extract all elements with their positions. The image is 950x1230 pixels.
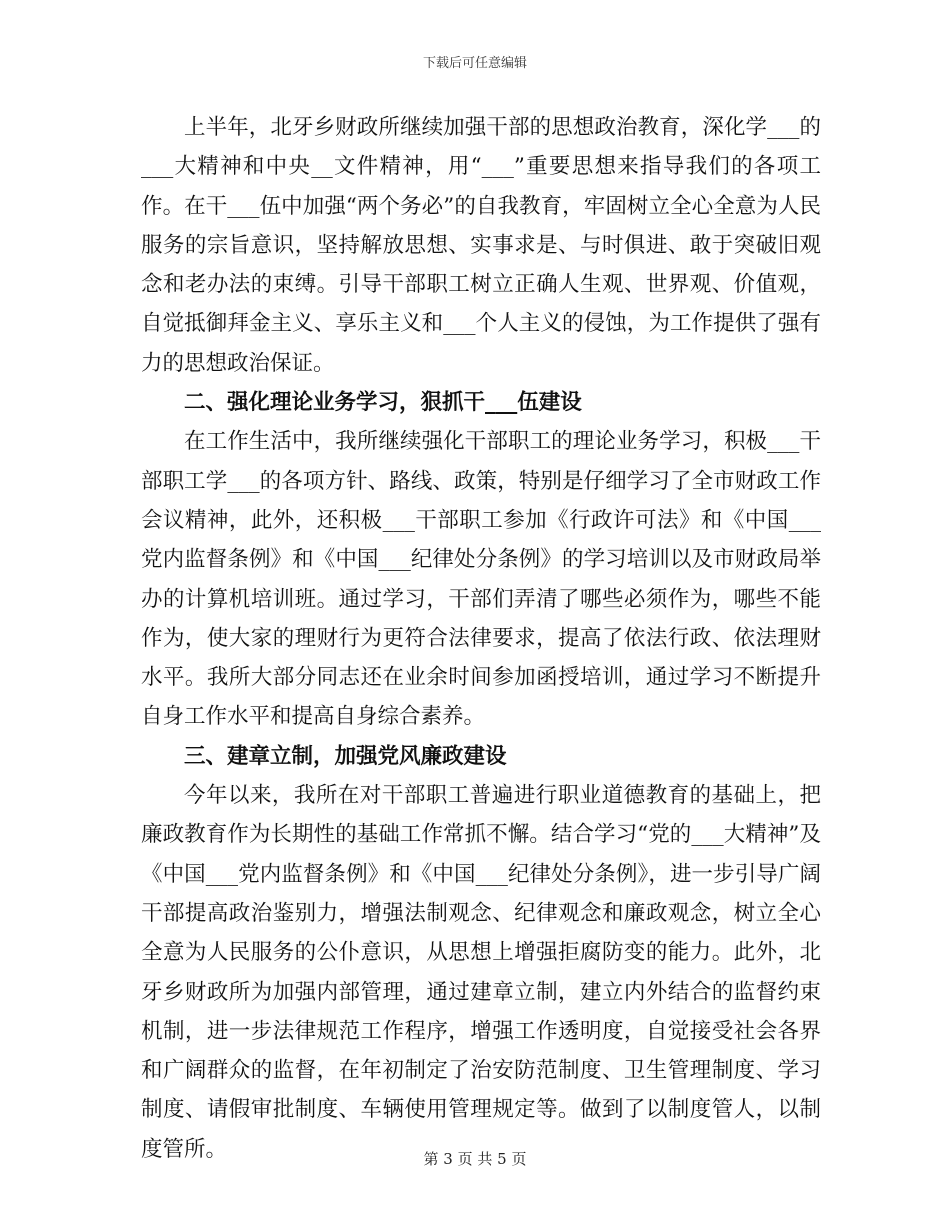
section-heading-theory-study: 二、强化理论业务学习，狠抓干___伍建设: [184, 390, 582, 416]
paragraph-integrity-building: 今年以来，我所在对干部职工普遍进行职业道德教育的基础上，把廉政教育作为长期性的基础工作常抓不懈。结合学习“党的___大精神”及《中国___党内监督条例》和《中国___纪律处分条例》，进一步引导广阔干部提高政治鉴别力，增强法制观念、纪律观念和廉政观念，树立全心全意为人民服务的公仆意识，从思想上增强拒腐防变的能力。此外，北牙乡财政所为加强内部管理，通过建章立制，建立内外结合的监督约束机制，进一步法律规范工作程序，增强工作透明度，自觉接受社会各界和广阔群众的监督，在年初制定了治安防范制度、卫生管理制度、学习制度、请假审批制度、车辆使用管理规定等。做到了以制度管人，以制度管所。: [141, 783, 821, 1162]
page-header: 下载后可任意编辑: [422, 56, 527, 71]
paragraph-theory-study: 在工作生活中，我所继续强化干部职工的理论业务学习，积极___干部职工学___的各项方针、路线、政策，特别是仔细学习了全市财政工作会议精神，此外，还积极___干部职工参加《行政许可法》和《中国___党内监督条例》和《中国___纪律处分条例》的学习培训以及市财政局举办的计算机培训班。通过学习，干部们弄清了哪些必须作为，哪些不能作为，使大家的理财行为更符合法律要求，提高了依法行政、依法理财水平。我所大部分同志还在业余时间参加函授培训，通过学习不断提升自身工作水平和提高自身综合素养。: [141, 429, 821, 730]
document-body: [141, 108, 821, 1169]
section-heading-integrity-building: 三、建章立制，加强党风廉政建设: [184, 743, 507, 769]
page-footer: 第 3 页 共 5 页: [423, 1150, 527, 1168]
paragraph-ideological-education: 上半年，北牙乡财政所继续加强干部的思想政治教育，深化学___的___大精神和中央__文件精神，用“___”重要思想来指导我们的各项工作。在干___伍中加强“两个务必”的自我教育，牢固树立全心全意为人民服务的宗旨意识，坚持解放思想、实事求是、与时俱进、敢于突破旧观念和老办法的束缚。引导干部职工树立正确人生观、世界观、价值观，自觉抵御拜金主义、享乐主义和___个人主义的侵蚀，为工作提供了强有力的思想政治保证。: [141, 115, 821, 376]
